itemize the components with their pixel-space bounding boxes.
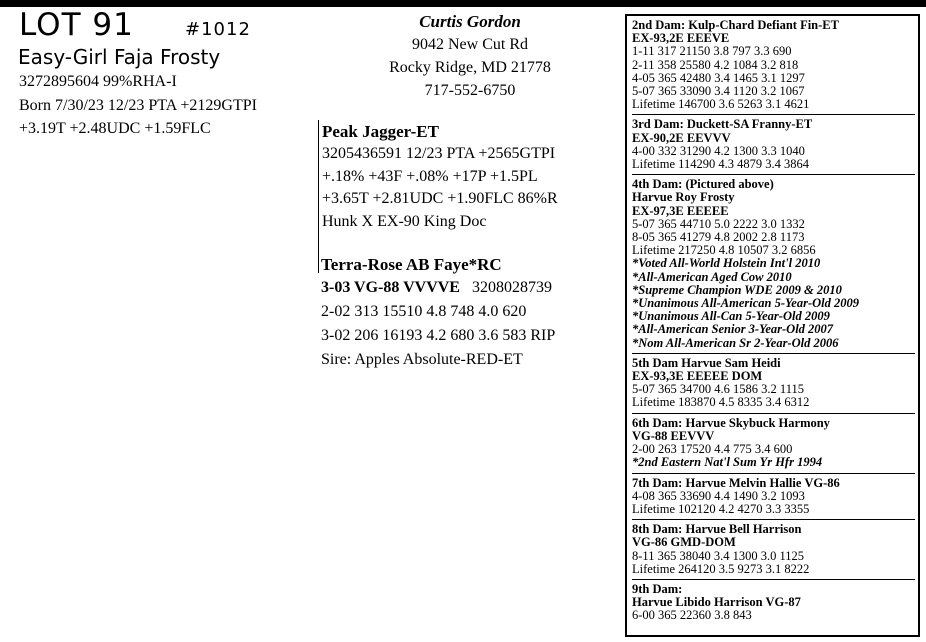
dam-registration: 3208028739 [471, 279, 552, 296]
pedigree-section [632, 522, 915, 580]
production-record: 2-11 358 25580 4.2 1084 3.2 818 [632, 57, 799, 72]
pedigree-section [632, 356, 915, 414]
production-record: 5-07 365 34700 4.6 1586 3.2 1115 [632, 382, 804, 397]
cow-name: Easy-Girl Faja Frosty [18, 45, 221, 69]
registration-line: 3272895604 99%RHA-I [19, 73, 177, 90]
type-traits-line: +3.19T +2.48UDC +1.59FLC [19, 120, 211, 137]
pedigree-section [632, 177, 915, 354]
dam-heading: VG-88 EEVVV [632, 428, 715, 443]
dam-heading: 4th Dam: (Pictured above) [632, 177, 774, 192]
dam-heading: EX-93,3E EEEEE DOM [632, 369, 763, 384]
honor-line: *All-American Aged Cow 2010 [632, 269, 792, 284]
dam-heading: 9th Dam: [632, 581, 683, 596]
dam-heading: 6th Dam: Harvue Skybuck Harmony [632, 415, 830, 430]
production-record: 4-05 365 42480 3.4 1465 3.1 1297 [632, 70, 805, 85]
dam-heading: 7th Dam: Harvue Melvin Hallie VG-86 [632, 475, 840, 490]
sire-line: +3.65T +2.81UDC +1.90FLC 86%R [322, 190, 558, 207]
pedigree-section [632, 117, 915, 175]
dam-line: 3-02 206 16193 4.2 680 3.6 583 RIP [321, 327, 556, 344]
production-record: 6-00 365 22360 3.8 843 [632, 608, 752, 623]
dam-heading: 8th Dam: Harvue Bell Harrison [632, 522, 802, 537]
pedigree-section [632, 582, 915, 626]
production-record: 1-11 317 21150 3.8 797 3.3 690 [632, 44, 792, 59]
dam-heading: Harvue Libido Harrison VG-87 [632, 595, 801, 610]
production-record: 5-07 365 33090 3.4 1120 3.2 1067 [632, 84, 805, 99]
production-record: 4-00 332 31290 4.2 1300 3.3 1040 [632, 143, 805, 158]
dam-line: 2-02 313 15510 4.8 748 4.0 620 [321, 303, 527, 320]
birth-pta-line: Born 7/30/23 12/23 PTA +2129GTPI [19, 96, 257, 114]
dam-heading: EX-90,2E EEVVV [632, 130, 731, 145]
consignor-address-1: 9042 New Cut Rd [412, 36, 528, 53]
pedigree-section [632, 476, 915, 521]
production-record: Lifetime 102120 4.2 4270 3.3 3355 [632, 501, 810, 516]
catalog-number: #1012 [185, 19, 251, 40]
dam-heading: 3rd Dam: Duckett-SA Franny-ET [632, 117, 813, 132]
production-record: Lifetime 217250 4.8 10507 3.2 6856 [632, 243, 816, 258]
pedigree-section [632, 416, 915, 474]
honor-line: *2nd Eastern Nat'l Sum Yr Hfr 1994 [632, 455, 823, 470]
production-record: Lifetime 264120 3.5 9273 3.1 8222 [632, 561, 810, 576]
dam-heading: Harvue Roy Frosty [632, 190, 735, 205]
dam-line: Sire: Apples Absolute-RED-ET [321, 351, 523, 368]
production-record: Lifetime 183870 4.5 8335 3.4 6312 [632, 395, 810, 410]
pedigree-section [632, 18, 915, 115]
consignor-block [320, 10, 620, 102]
honor-line: *All-American Senior 3-Year-Old 2007 [632, 322, 834, 337]
honor-line: *Supreme Champion WDE 2009 & 2010 [632, 282, 842, 297]
production-record: 8-05 365 41279 4.8 2002 2.8 1173 [632, 230, 805, 245]
sire-line: 3205436591 12/23 PTA +2565GTPI [322, 145, 556, 162]
honor-line: *Voted All-World Holstein Int'l 2010 [632, 256, 821, 271]
dam-classification-line [321, 276, 555, 300]
dam-heading: EX-93,2E EEEVE [632, 31, 730, 46]
production-record: Lifetime 114290 4.3 4879 3.4 3864 [632, 157, 809, 172]
dam-classification: 3-03 VG-88 VVVVE [321, 279, 460, 296]
production-record: 8-11 365 38040 3.4 1300 3.0 1125 [632, 548, 804, 563]
sire-line: Hunk X EX-90 King Doc [322, 212, 487, 230]
dam-heading: VG-86 GMD-DOM [632, 535, 736, 550]
sire-line: +.18% +43F +.08% +17P +1.5PL [322, 167, 538, 185]
dam-heading: EX-97,3E EEEEE [632, 203, 729, 218]
cow-details [19, 70, 257, 141]
honor-line: *Unanimous All-Can 5-Year-Old 2009 [632, 309, 830, 324]
consignor-name: Curtis Gordon [419, 12, 521, 31]
dam-heading: 2nd Dam: Kulp-Chard Defiant Fin-ET [632, 18, 839, 32]
consignor-address-2: Rocky Ridge, MD 21778 [389, 59, 551, 76]
dam-block [321, 253, 555, 372]
dam-name: Terra-Rose AB Faye*RC [321, 255, 502, 274]
honor-line: *Unanimous All-American 5-Year-Old 2009 [632, 296, 859, 311]
consignor-phone: 717-552-6750 [424, 82, 516, 99]
lot-title: LOT 91 [19, 7, 134, 43]
top-rule [0, 0, 926, 7]
dam-heading: 5th Dam Harvue Sam Heidi [632, 355, 781, 370]
honor-line: *Nom All-American Sr 2-Year-Old 2006 [632, 335, 839, 350]
production-record: 4-08 365 33690 4.4 1490 3.2 1093 [632, 488, 805, 503]
production-record: 5-07 365 44710 5.0 2222 3.0 1332 [632, 216, 805, 231]
sire-name: Peak Jagger-ET [322, 122, 439, 141]
production-record: 2-00 263 17520 4.4 775 3.4 600 [632, 442, 793, 457]
sire-block [318, 120, 558, 273]
maternal-pedigree-box [625, 14, 920, 637]
production-record: Lifetime 146700 3.6 5263 3.1 4621 [632, 97, 810, 112]
